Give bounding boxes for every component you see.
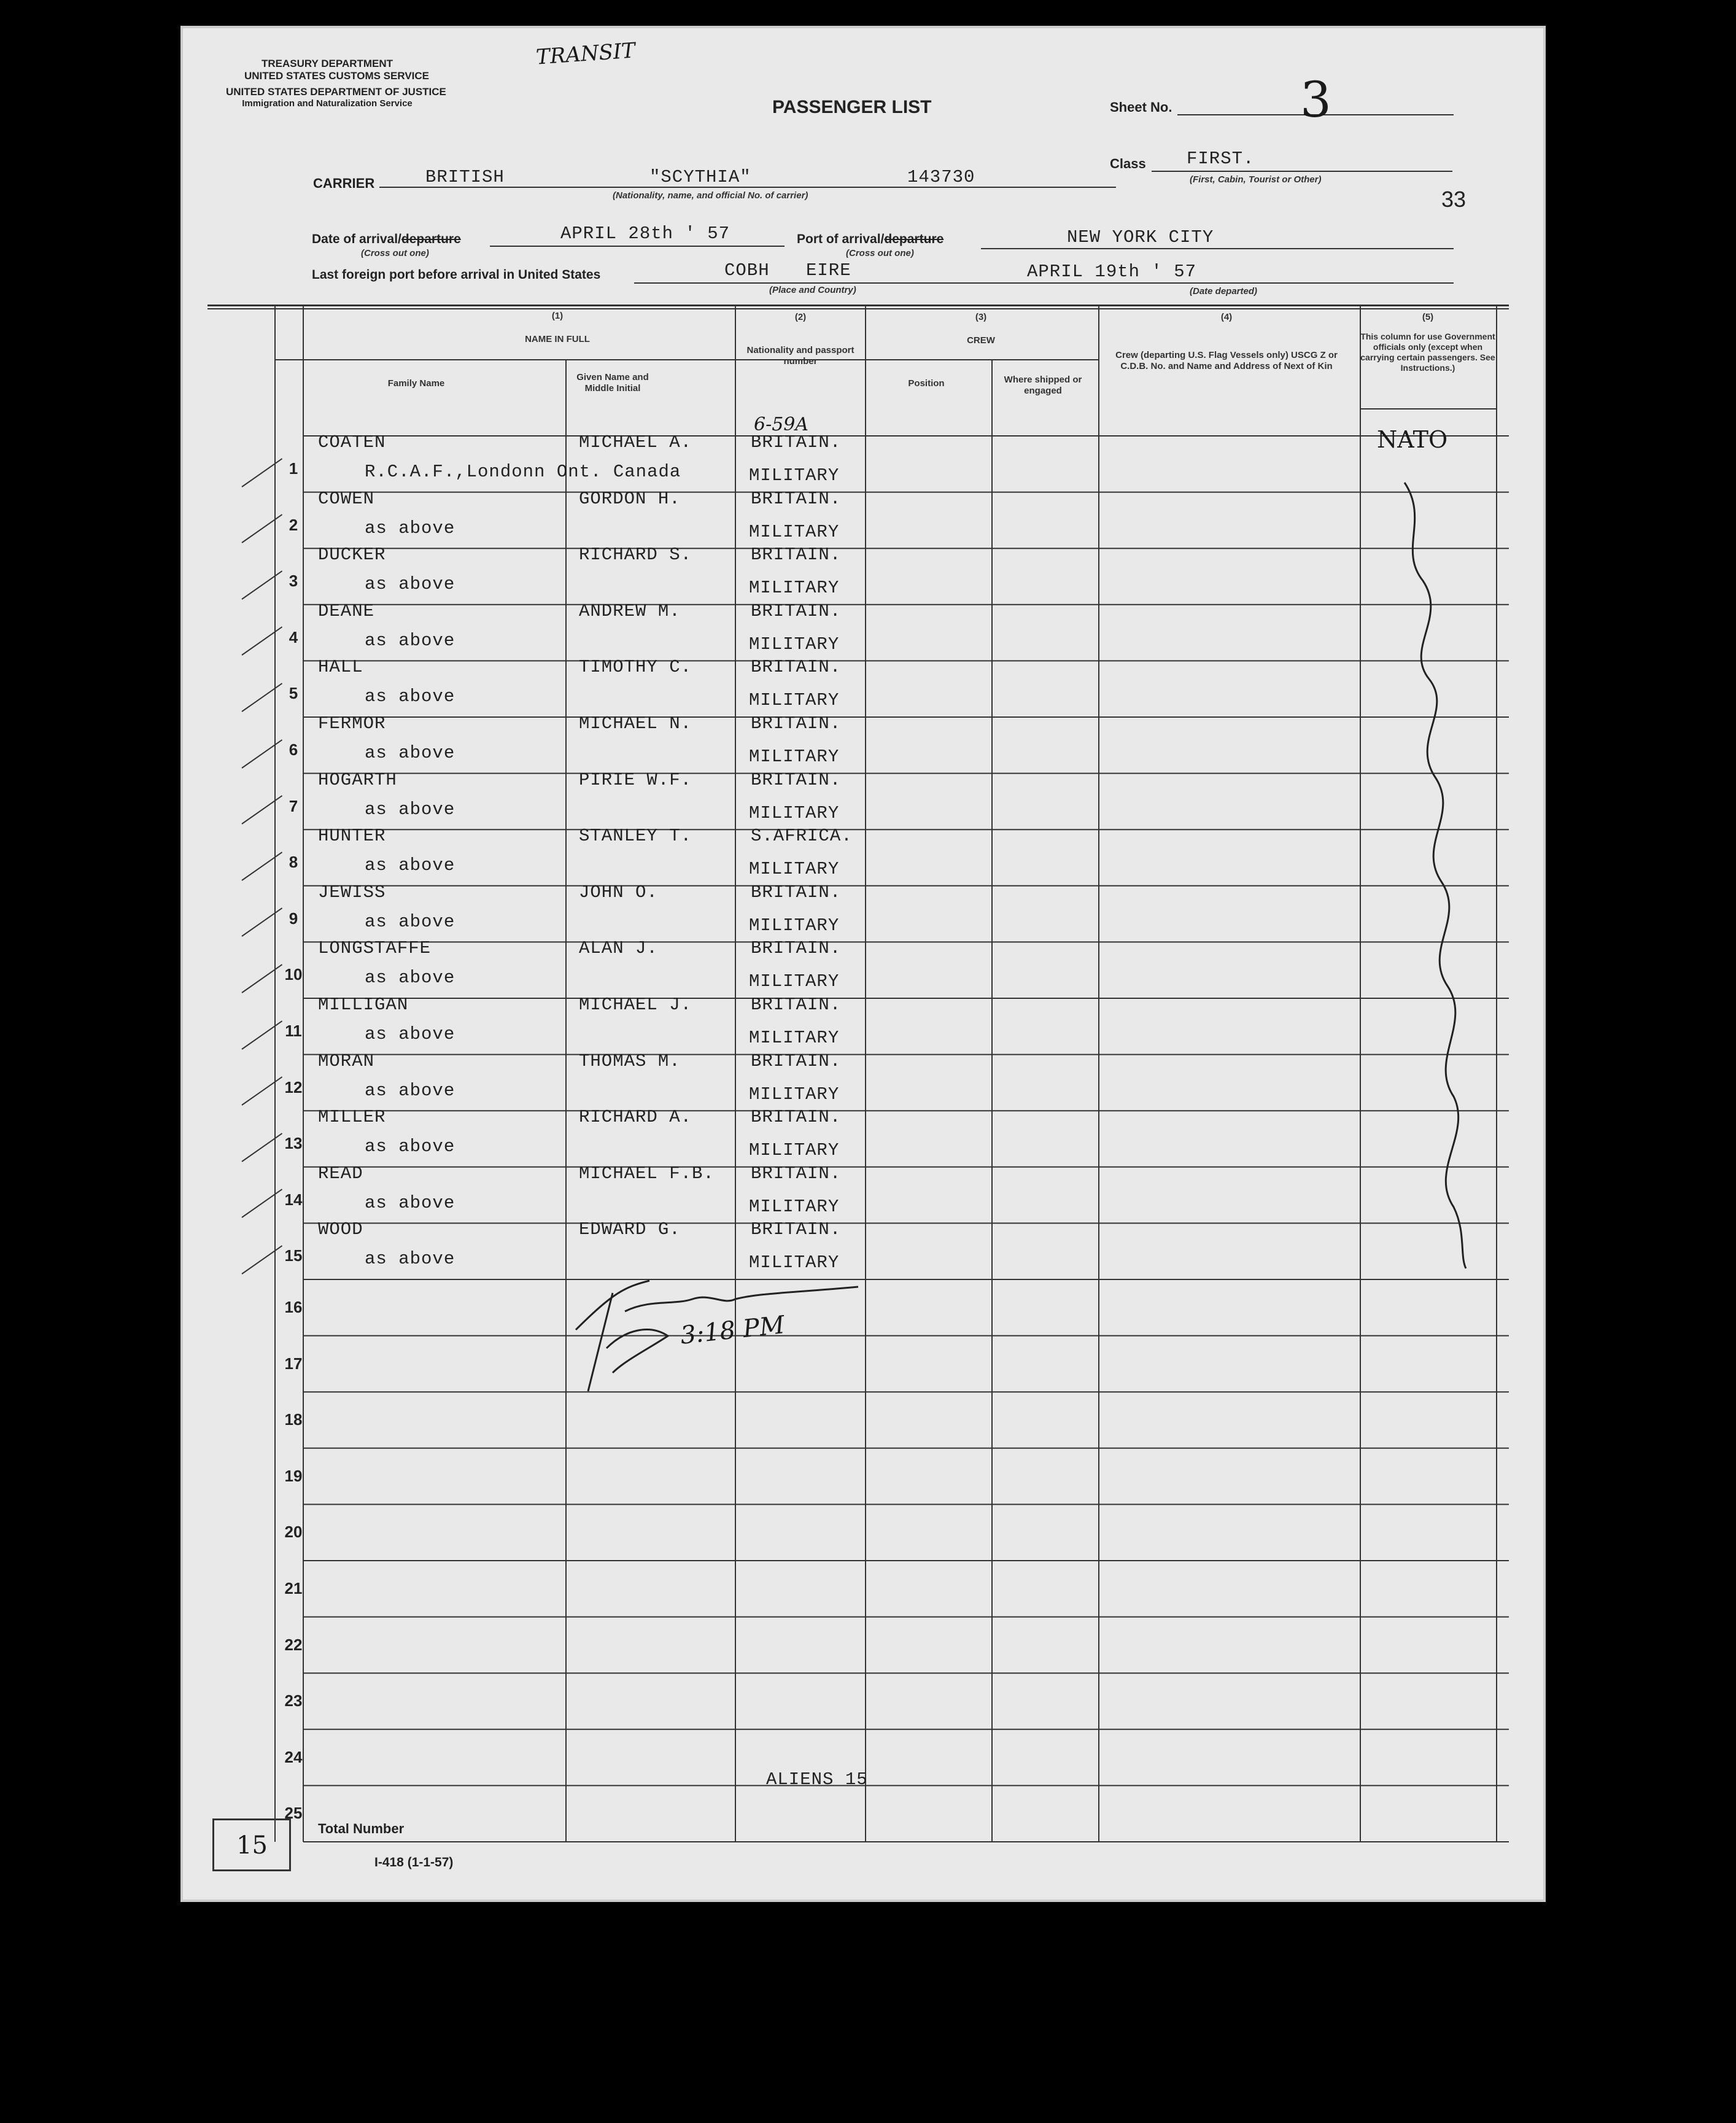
last-port-date: APRIL 19th ' 57 <box>1027 262 1197 282</box>
row-number: 4 <box>289 627 298 646</box>
row-number: 13 <box>284 1134 303 1153</box>
family-name: HUNTER <box>318 826 386 847</box>
family-name: COATEN <box>318 432 386 452</box>
row-number: 6 <box>289 740 298 759</box>
carrier-note: (Nationality, name, and official No. of carrier) <box>613 190 808 201</box>
col3-number: (3) <box>975 312 987 322</box>
nationality: BRITAIN. <box>751 1219 842 1240</box>
passport-military: MILITARY <box>749 1252 840 1273</box>
agency-line-2: UNITED STATES CUSTOMS SERVICE <box>244 70 430 82</box>
residence: as above <box>365 743 455 763</box>
passenger-list-document <box>180 26 1546 1902</box>
nationality: BRITAIN. <box>751 432 842 452</box>
page-number: 33 <box>1441 187 1467 212</box>
given-name: MICHAEL N. <box>579 713 692 734</box>
row-number: 25 <box>284 1804 303 1823</box>
col2-header: Nationality and passport number <box>746 345 854 367</box>
nationality: BRITAIN. <box>751 1163 842 1184</box>
page-title: PASSENGER LIST <box>772 97 932 117</box>
residence: as above <box>365 1192 455 1213</box>
passport-military: MILITARY <box>749 915 840 936</box>
residence: as above <box>365 1080 455 1101</box>
passport-military: MILITARY <box>749 802 840 823</box>
row-number: 20 <box>284 1523 303 1542</box>
row-number: 21 <box>284 1579 303 1597</box>
row-number: 16 <box>284 1298 303 1316</box>
given-name: MICHAEL A. <box>579 432 692 452</box>
col4-header: Crew (departing U.S. Flag Vessels only) USCG Z or C.D.B. No. and Name and Address of Next of Kin <box>1115 350 1338 371</box>
col1-header: NAME IN FULL <box>525 334 590 344</box>
row-number: 1 <box>289 459 298 478</box>
carrier-label: CARRIER <box>313 176 375 191</box>
port-label: Port of arrival/departure <box>797 232 944 246</box>
family-name: READ <box>318 1163 363 1184</box>
shipped-header: Where shipped or engaged <box>1004 375 1082 396</box>
row-number: 23 <box>284 1691 303 1710</box>
nationality: BRITAIN. <box>751 600 842 621</box>
residence: R.C.A.F.,Londonn Ont. Canada <box>365 462 681 482</box>
given-name: PIRIE W.F. <box>579 769 692 790</box>
given-name: MICHAEL F.B. <box>579 1163 715 1184</box>
agency-line-3: UNITED STATES DEPARTMENT OF JUSTICE <box>226 86 446 98</box>
crew-header: CREW <box>967 335 995 346</box>
passport-military: MILITARY <box>749 1028 840 1048</box>
row-number: 9 <box>289 909 298 928</box>
col2-number: (2) <box>794 312 807 322</box>
nationality: BRITAIN. <box>751 545 842 565</box>
residence: as above <box>365 1024 455 1044</box>
family-name: MILLER <box>318 1107 386 1128</box>
total-number-label: Total Number <box>318 1821 405 1836</box>
family-name: COWEN <box>318 488 375 509</box>
row-number: 18 <box>284 1410 303 1429</box>
residence: as above <box>365 1136 455 1157</box>
arrival-date: APRIL 28th ' 57 <box>560 223 730 244</box>
passport-military: MILITARY <box>749 465 840 486</box>
row-number: 10 <box>284 965 303 984</box>
last-port-label: Last foreign port before arrival in United States <box>312 268 601 282</box>
sheet-label: Sheet No. <box>1110 99 1172 115</box>
family-name: HOGARTH <box>318 769 397 790</box>
passport-military: MILITARY <box>749 690 840 711</box>
nationality: BRITAIN. <box>751 938 842 959</box>
row-number: 12 <box>284 1077 303 1096</box>
row-number: 22 <box>284 1635 303 1654</box>
row-number: 8 <box>289 853 298 872</box>
carrier-official-no: 143730 <box>907 167 975 187</box>
nationality: BRITAIN. <box>751 995 842 1015</box>
residence: as above <box>365 855 455 876</box>
form-id: I-418 (1-1-57) <box>374 1855 454 1869</box>
given-name: THOMAS M. <box>579 1050 681 1071</box>
passport-military: MILITARY <box>749 634 840 654</box>
transit-note: TRANSIT <box>535 38 637 70</box>
row-number: 5 <box>289 684 298 703</box>
residence: as above <box>365 968 455 988</box>
row-number: 2 <box>289 515 298 534</box>
position-header: Position <box>908 378 945 389</box>
passport-military: MILITARY <box>749 747 840 767</box>
total-number-box <box>212 1818 291 1871</box>
nato-note: NATO <box>1377 426 1448 453</box>
residence: as above <box>365 686 455 707</box>
port-value: NEW YORK CITY <box>1067 227 1214 247</box>
row-number: 15 <box>284 1246 303 1265</box>
continuation-squiggle <box>1405 483 1466 1268</box>
given-name: GORDON H. <box>579 488 681 509</box>
nationality: BRITAIN. <box>751 1107 842 1128</box>
family-name: LONGSTAFFE <box>318 938 432 959</box>
nationality: BRITAIN. <box>751 657 842 678</box>
residence: as above <box>365 630 455 651</box>
passport-military: MILITARY <box>749 971 840 992</box>
agency-line-1: TREASURY DEPARTMENT <box>261 58 393 69</box>
given-name: TIMOTHY C. <box>579 657 692 678</box>
col1-number: (1) <box>551 311 564 321</box>
residence: as above <box>365 1249 455 1270</box>
carrier-nationality: BRITISH <box>425 167 505 187</box>
given-name: RICHARD S. <box>579 545 692 565</box>
class-label: Class <box>1110 156 1146 171</box>
passport-military: MILITARY <box>749 1084 840 1104</box>
residence: as above <box>365 574 455 595</box>
handwritten-marks <box>183 28 1543 1900</box>
nationality: BRITAIN. <box>751 488 842 509</box>
row-number: 17 <box>284 1354 303 1373</box>
given-name: RICHARD A. <box>579 1107 692 1128</box>
row-number: 14 <box>284 1190 303 1209</box>
row-number: 7 <box>289 796 298 815</box>
agency-line-4: Immigration and Naturalization Service <box>242 98 413 109</box>
row-number: 3 <box>289 572 298 591</box>
last-port-place-note: (Place and Country) <box>769 285 856 295</box>
nationality: BRITAIN. <box>751 713 842 734</box>
family-name: MILLIGAN <box>318 995 409 1015</box>
given-name: ALAN J. <box>579 938 658 959</box>
sheet-number: 3 <box>1300 71 1331 128</box>
col5-header: This column for use Government officials only (except when carrying certain passengers. See Instructions.) <box>1360 332 1495 373</box>
passport-military: MILITARY <box>749 578 840 599</box>
last-port-country: EIRE <box>806 260 851 281</box>
family-name: JEWISS <box>318 882 386 902</box>
family-name-header: Family Name <box>387 378 445 389</box>
family-name: DUCKER <box>318 545 386 565</box>
col5-number: (5) <box>1422 312 1434 322</box>
residence: as above <box>365 911 455 932</box>
total-number-value: 15 <box>236 1831 268 1860</box>
residence: as above <box>365 518 455 538</box>
arrival-note: (Cross out one) <box>361 248 429 258</box>
passport-military: MILITARY <box>749 1140 840 1161</box>
given-name: ANDREW M. <box>579 600 681 621</box>
family-name: FERMOR <box>318 713 386 734</box>
nationality: S.AFRICA. <box>751 826 853 847</box>
arrival-label: Date of arrival/departure <box>312 232 461 246</box>
class-value: FIRST. <box>1187 149 1255 169</box>
col4-number: (4) <box>1220 312 1233 322</box>
given-name: EDWARD G. <box>579 1219 681 1240</box>
family-name: DEANE <box>318 600 375 621</box>
passport-military: MILITARY <box>749 1196 840 1217</box>
class-note: (First, Cabin, Tourist or Other) <box>1190 174 1322 185</box>
nationality: BRITAIN. <box>751 1050 842 1071</box>
given-name: JOHN O. <box>579 882 658 902</box>
given-name-header: Given Name and Middle Initial <box>576 372 649 394</box>
port-note: (Cross out one) <box>846 248 914 258</box>
row-number: 11 <box>285 1022 302 1040</box>
family-name: MORAN <box>318 1050 375 1071</box>
family-name: WOOD <box>318 1219 363 1240</box>
last-port-date-note: (Date departed) <box>1190 286 1258 297</box>
last-port-place: COBH <box>724 260 770 281</box>
nationality: BRITAIN. <box>751 769 842 790</box>
given-name: MICHAEL J. <box>579 995 692 1015</box>
signature-time: 3:18 PM <box>679 1311 786 1350</box>
nationality: BRITAIN. <box>751 882 842 902</box>
row-number: 24 <box>284 1747 303 1766</box>
residence: as above <box>365 799 455 820</box>
given-name: STANLEY T. <box>579 826 692 847</box>
passport-military: MILITARY <box>749 521 840 542</box>
aliens-total: ALIENS 15 <box>766 1769 868 1790</box>
passport-handnote: 6-59A <box>754 414 809 435</box>
passport-military: MILITARY <box>749 859 840 880</box>
family-name: HALL <box>318 657 363 678</box>
carrier-name: "SCYTHIA" <box>649 167 751 187</box>
row-number: 19 <box>284 1466 303 1485</box>
